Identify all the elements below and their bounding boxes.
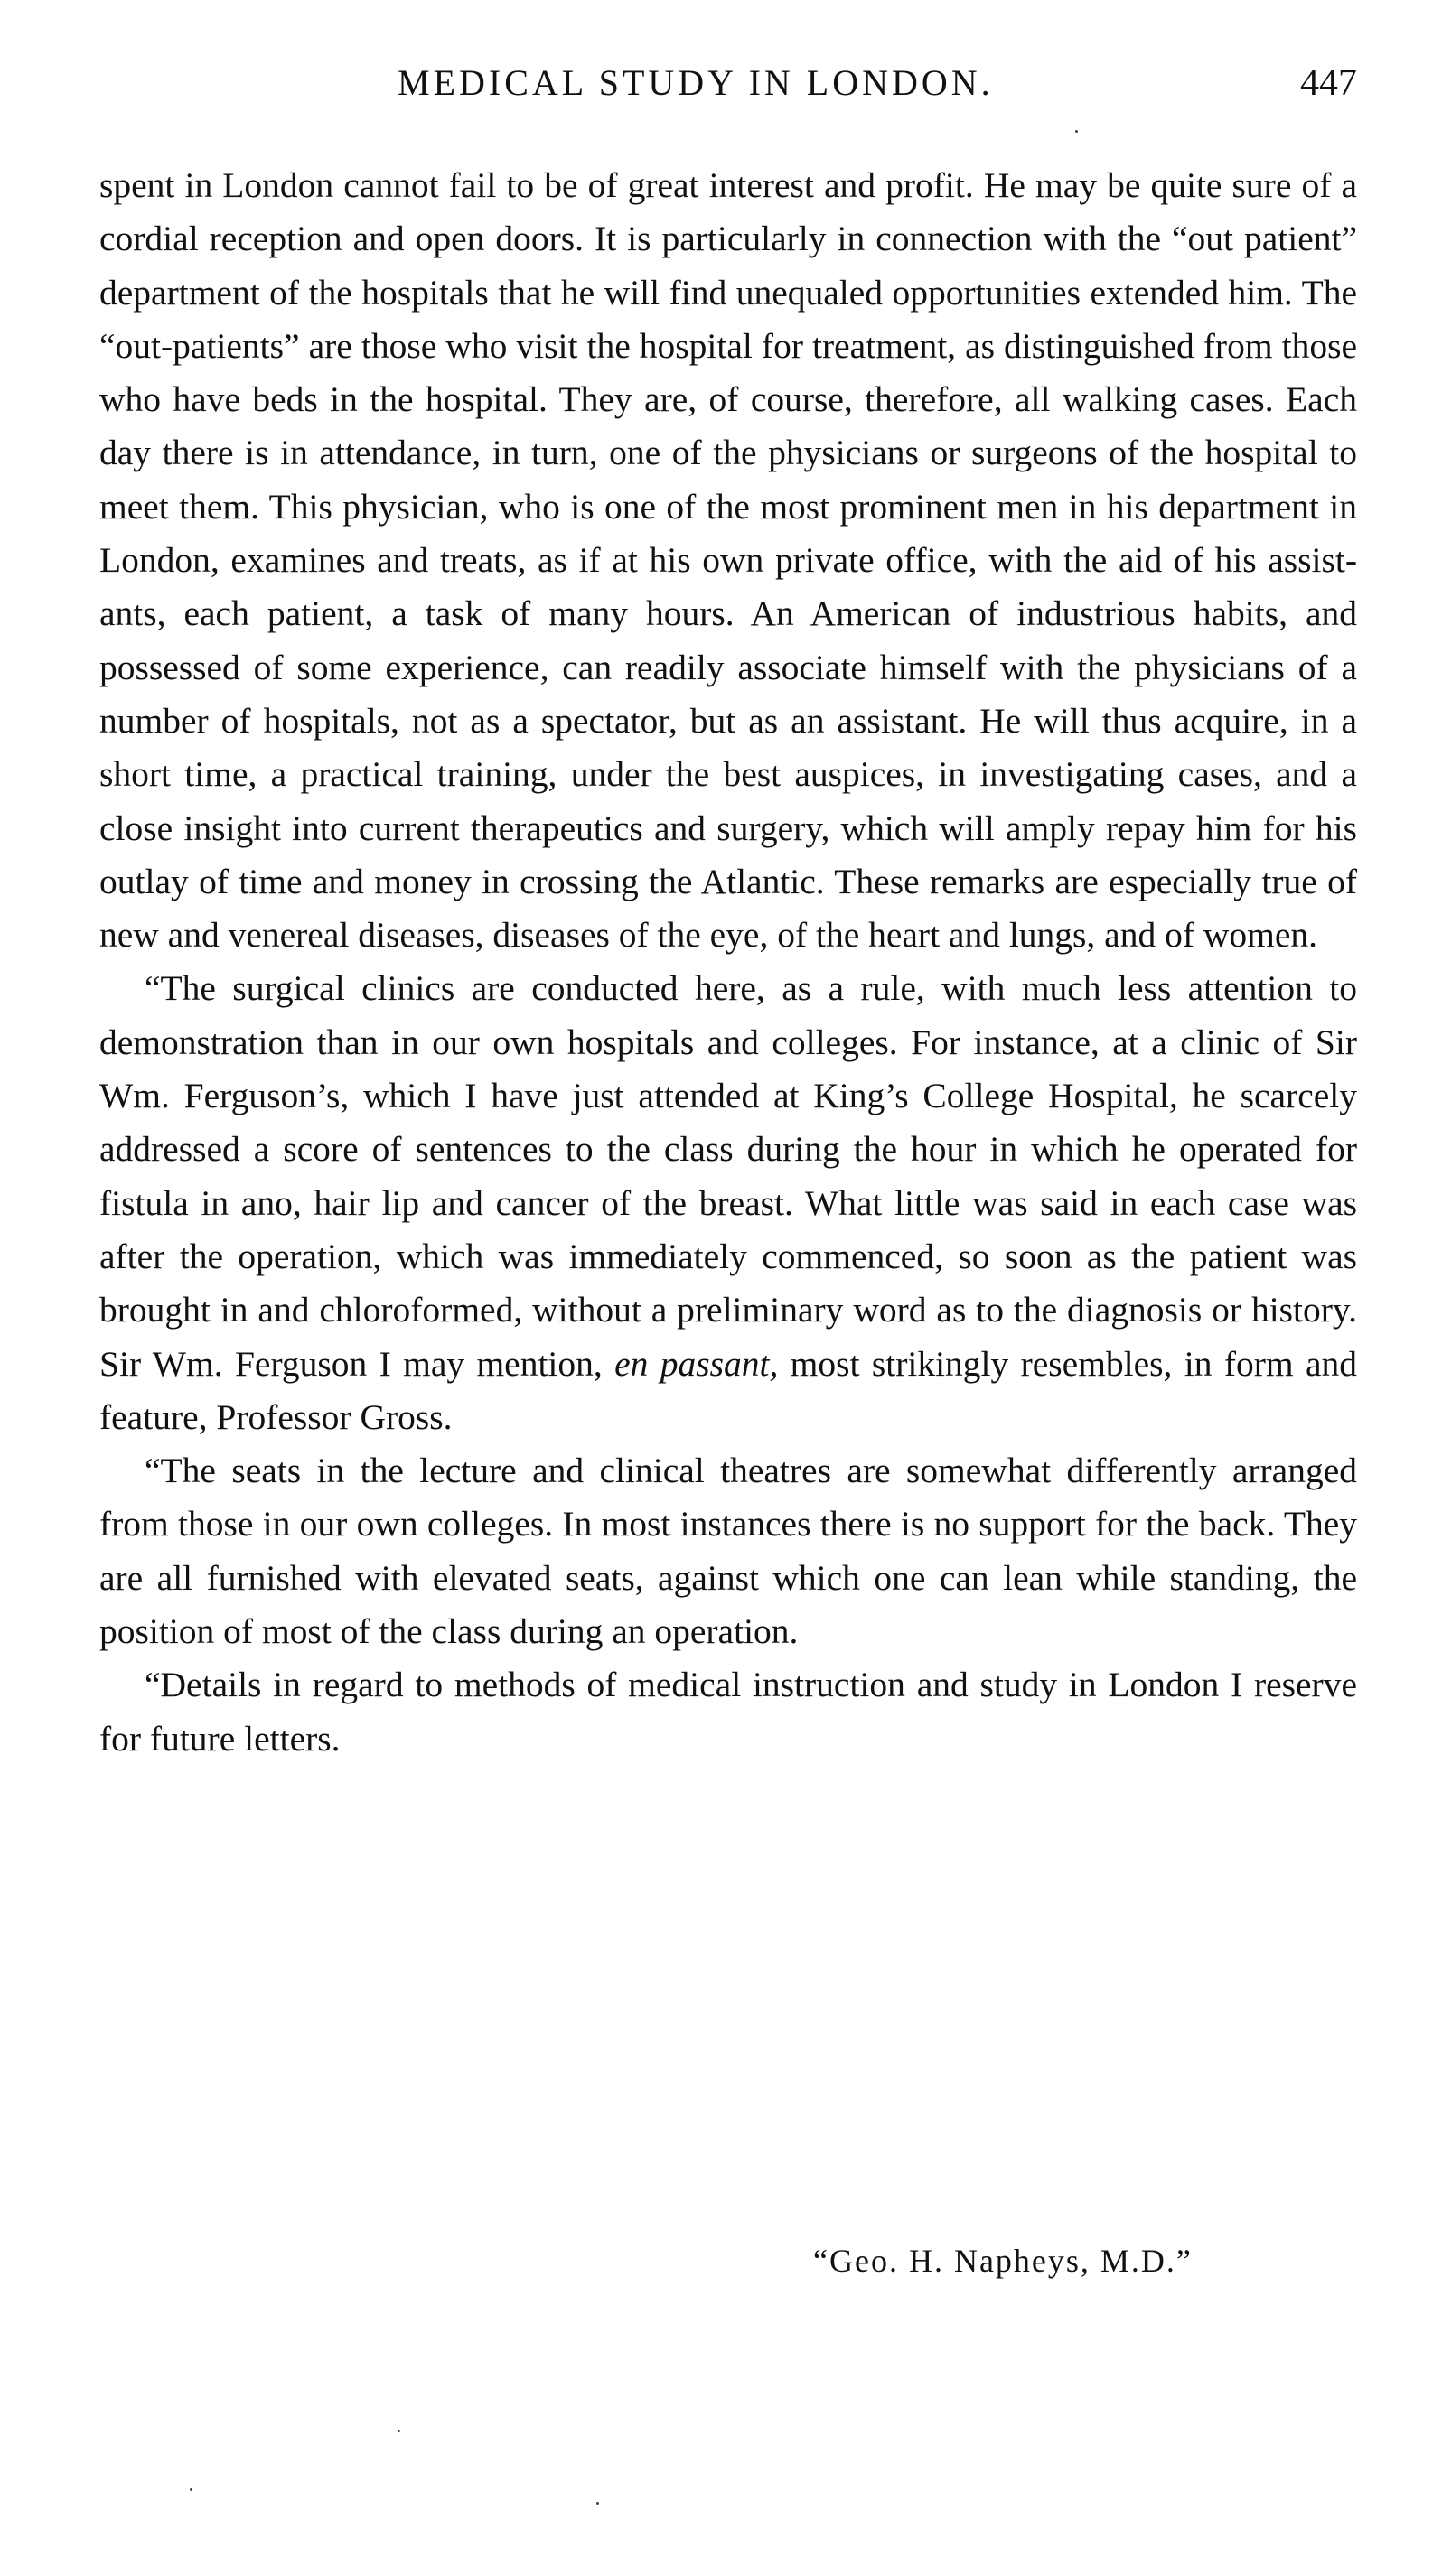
print-speck: [1075, 130, 1078, 133]
italic-phrase: en passant,: [614, 1343, 779, 1384]
paragraph-2-text: “The surgical clinics are conducted here, as a rule, with much less attention to demonstration than in our own hospitals and colleges. For instance, at a clinic of Sir Wm. Ferguson’s, which I have just attended at King’s College Hospital, he scarcely addressed a score of sentences to the class during the hour in which he operated for fistula in ano, hair lip and cancer of the breast. What little was said in each case was after the operation, which was immediately commenced, so soon as the patient was brought in and chloroformed, without a preliminary word as to the diagnosis or history. Sir Wm. Ferguson I may mention,: [99, 968, 1357, 1384]
print-speck: [596, 2502, 599, 2505]
paragraph-2-tail: most strikingly resembles, in form and feature, Professor Gross.: [99, 1343, 1357, 1437]
print-speck: [398, 2430, 400, 2432]
paragraph-2: [99, 962, 1357, 1444]
paragraph-1: spent in London cannot fail to be of great interest and profit. He may be quite sure of a cordial reception and open doors. It is particularly in connection with the “out patient” department of the hospitals that he will find unequaled opportunities extended him. The “out-patients” are those who visit the hospital for treatment, as distinguished from those who have beds in the hospital. They are, of course, therefore, all walking cases. Each day there is in attendance, in turn, one of the physicians or surgeons of the hospital to meet them. This physician, who is one of the most prominent men in his department in London, examines and treats, as if at his own private office, with the aid of his assistants, each patient, a task of many hours. An American of industrious habits, and possessed of some experience, can readily associate himself with the physicians of a number of hospitals, not as a spectator, but as an assistant. He will thus acquire, in a short time, a practical training, under the best auspices, in investigating cases, and a close insight into current therapeutics and surgery, which will amply repay him for his outlay of time and money in crossing the Atlantic. These remarks are especially true of new and venereal diseases, diseases of the eye, of the heart and lungs, and of women.: [99, 165, 1357, 956]
paragraph-4: “Details in regard to methods of medical instruction and study in London I reserve for future letters.: [99, 1665, 1357, 1759]
page-number: 447: [1300, 62, 1357, 104]
page-header: [99, 61, 1357, 116]
paragraph-3: “The seats in the lecture and clinical theatres are somewhat differently arranged from those in our own colleges. In most instances there is no support for the back. They are all furnished with elevated seats, against which one can lean while standing, the position of most of the class during an operation.: [99, 1451, 1357, 1652]
print-speck: [190, 2488, 192, 2491]
signature: “Geo. H. Napheys, M.D.”: [813, 2243, 1193, 2279]
running-head: MEDICAL STUDY IN LONDON.: [398, 62, 994, 103]
body-text: [99, 159, 1357, 1766]
